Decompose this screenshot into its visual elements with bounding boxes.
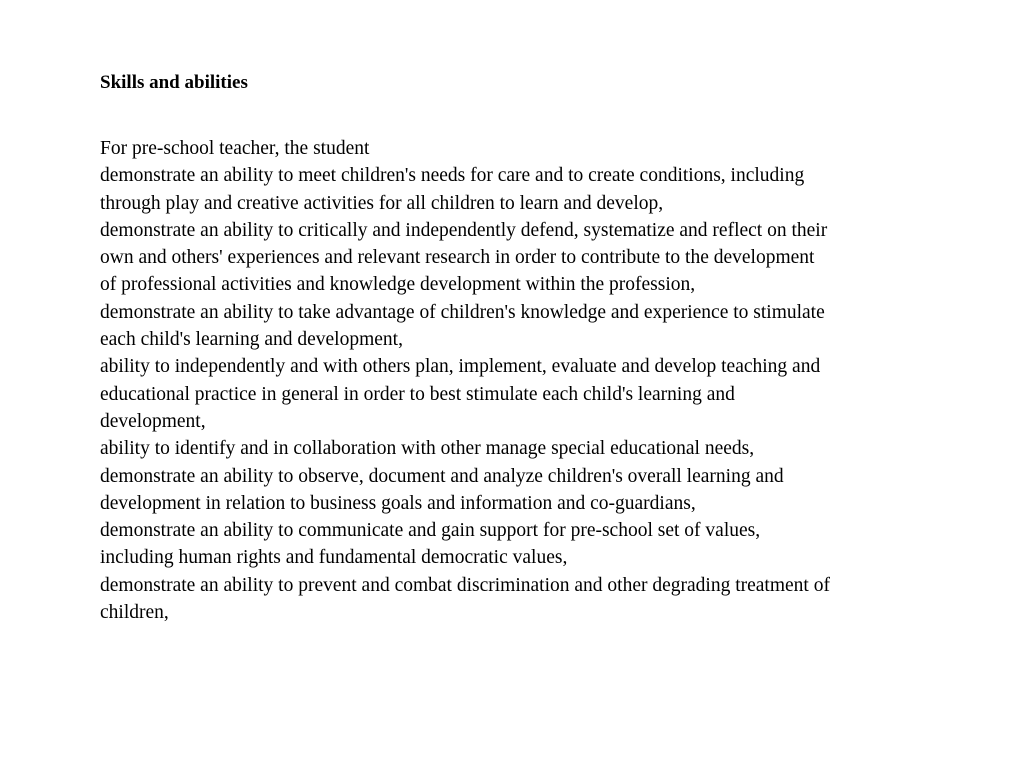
text-line: demonstrate an ability to critically and independently defend, systematize and reflect on their: [100, 219, 828, 241]
text-line: ability to identify and in collaboration with other manage special educational needs,: [100, 438, 755, 460]
text-line: demonstrate an ability to observe, document and analyze children's overall learning and: [100, 465, 784, 487]
text-line: demonstrate an ability to prevent and combat discrimination and other degrading treatment of: [100, 574, 830, 596]
text-line: each child's learning and development,: [100, 329, 403, 351]
text-line: ability to independently and with others plan, implement, evaluate and develop teaching and: [100, 356, 821, 378]
text-line: through play and creative activities for all children to learn and develop,: [100, 192, 664, 214]
text-line: development,: [100, 410, 206, 432]
text-line: of professional activities and knowledge development within the profession,: [100, 274, 696, 296]
text-line: own and others' experiences and relevant research in order to contribute to the development: [100, 247, 815, 269]
text-line: development in relation to business goals and information and co-guardians,: [100, 492, 696, 514]
text-line: children,: [100, 602, 169, 624]
section-heading: Skills and abilities: [100, 72, 248, 93]
text-line: demonstrate an ability to take advantage of children's knowledge and experience to stimulate: [100, 301, 825, 323]
text-line: For pre-school teacher, the student: [100, 138, 370, 159]
text-line: demonstrate an ability to communicate and gain support for pre-school set of values,: [100, 520, 761, 542]
section-body: [100, 135, 970, 626]
text-line: educational practice in general in order to best stimulate each child's learning and: [100, 383, 735, 405]
text-line: including human rights and fundamental democratic values,: [100, 547, 568, 569]
text-line: demonstrate an ability to meet children's needs for care and to create conditions, including: [100, 165, 805, 187]
